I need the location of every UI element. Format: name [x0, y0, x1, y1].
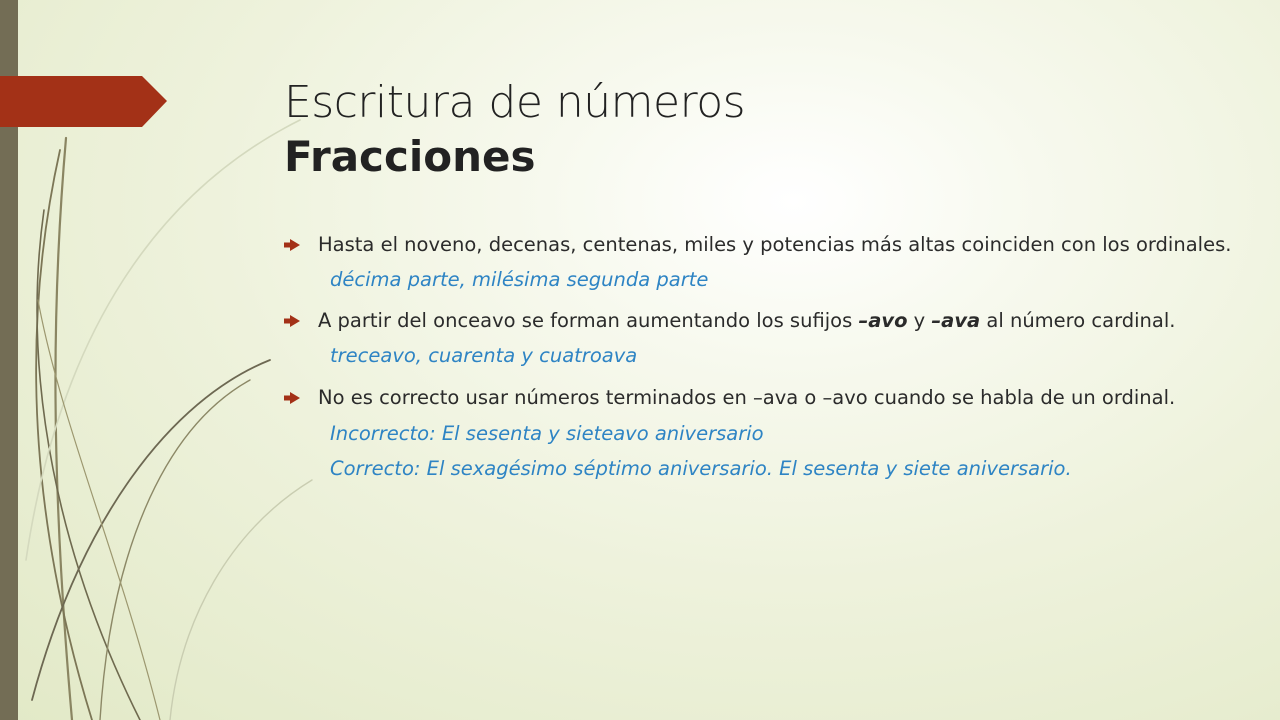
bullet-text: Hasta el noveno, decenas, centenas, miles y potencias más altas coinciden con los ordinales. [318, 233, 1232, 256]
example-incorrect: Incorrecto: El sesenta y sieteavo aniversario [330, 422, 764, 445]
title-line-2: Fracciones [284, 132, 536, 181]
title-accent-tab [0, 0, 180, 140]
title-line-1: Escritura de números [284, 77, 746, 128]
bullet-text-middle: y [907, 309, 932, 332]
bullet-item-1 [284, 232, 1244, 257]
bullet-text-after: al número cardinal. [980, 309, 1176, 332]
right-arrow-icon [284, 239, 300, 251]
slide-content [284, 230, 1244, 481]
example-correct: Correcto: El sexagésimo séptimo aniversario. El sesenta y siete aniversario. [330, 457, 1072, 480]
suffix-avo: –avo [858, 309, 908, 332]
right-arrow-icon [284, 392, 300, 404]
slide-title [284, 76, 1224, 184]
bullet-text: No es correcto usar números terminados en –ava o –avo cuando se habla de un ordinal. [318, 386, 1176, 409]
example-text: décima parte, milésima segunda parte [330, 268, 709, 291]
bullet-item-2 [284, 308, 1244, 333]
bullet-item-3 [284, 385, 1244, 410]
example-text: treceavo, cuarenta y cuatroava [330, 344, 638, 367]
bullet-text-before: A partir del onceavo se forman aumentando los sufijos [318, 309, 859, 332]
suffix-ava: –ava [931, 309, 981, 332]
right-arrow-icon [284, 315, 300, 327]
